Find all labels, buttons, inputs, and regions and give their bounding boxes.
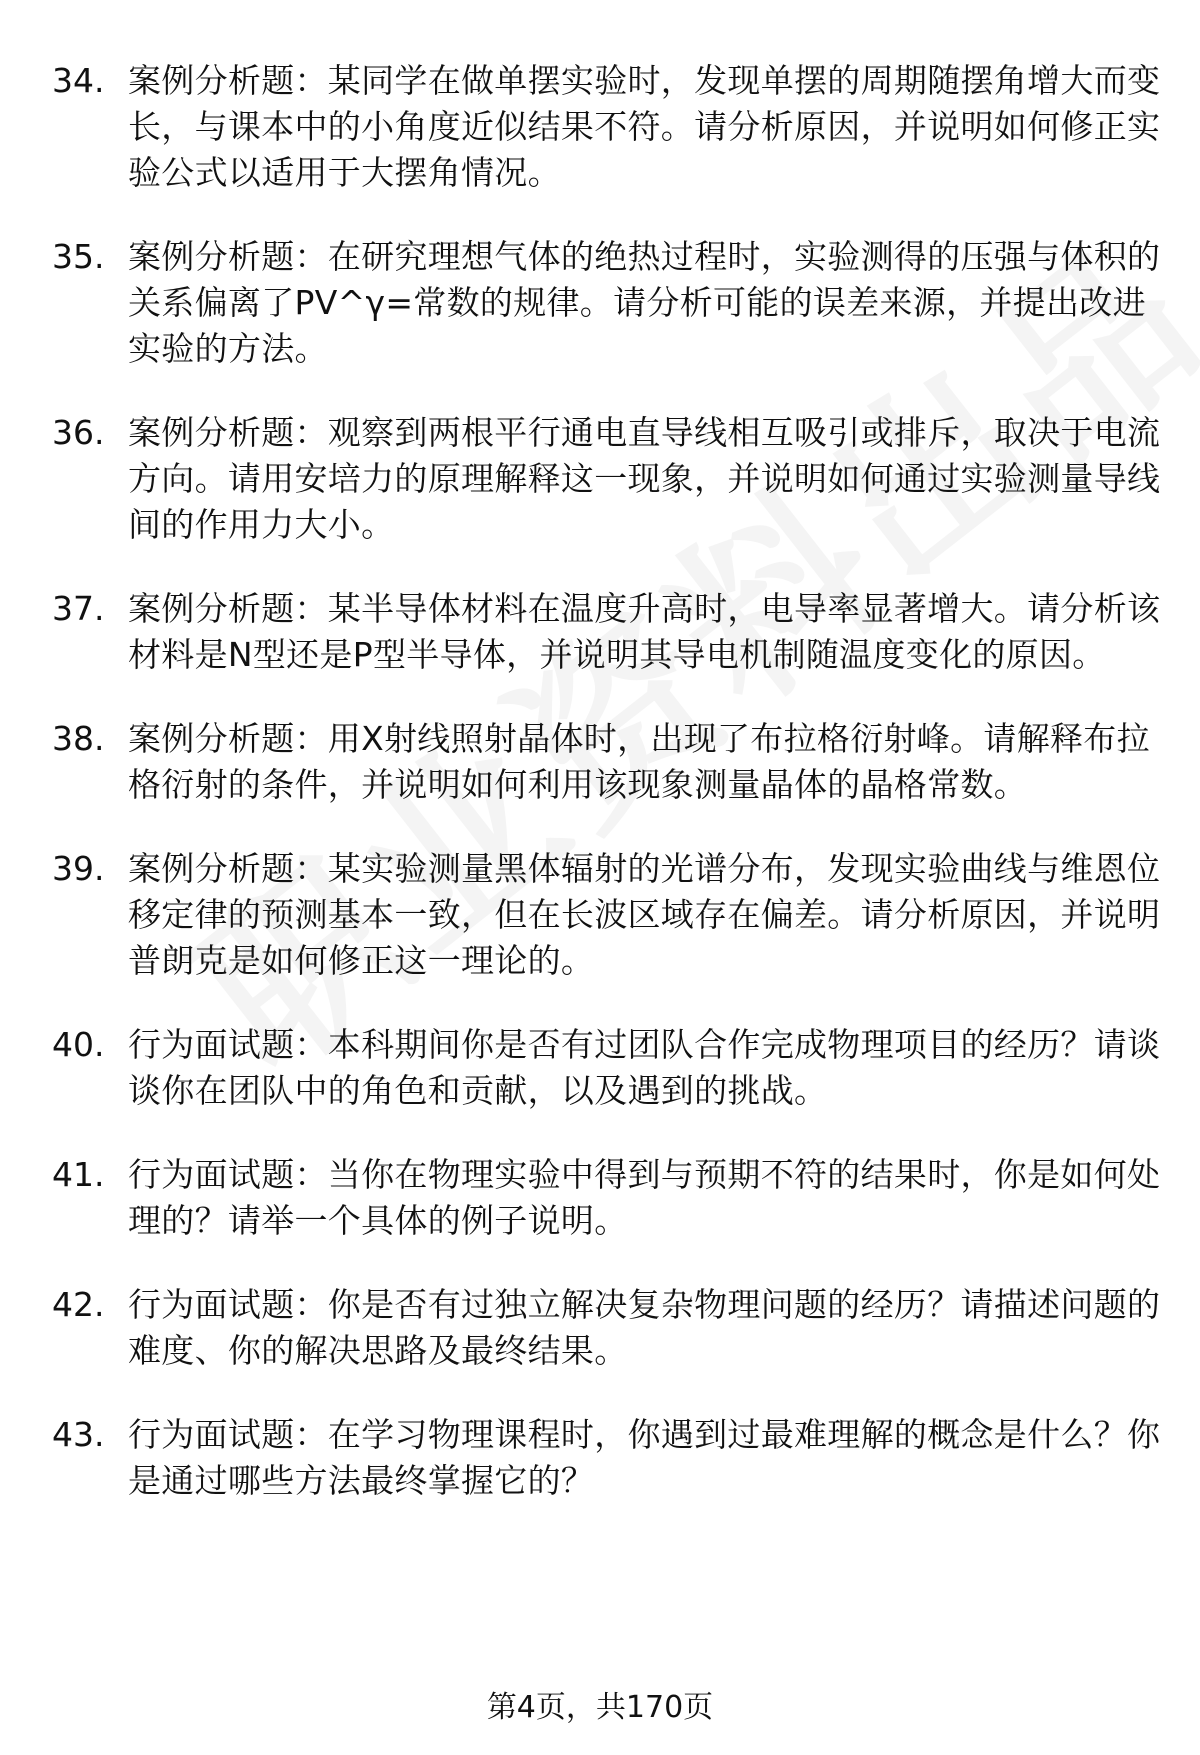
question-item — [52, 1412, 1162, 1504]
question-item — [52, 1022, 1162, 1114]
question-text: 案例分析题：某实验测量黑体辐射的光谱分布，发现实验曲线与维恩位移定律的预测基本一致，但在长波区域存在偏差。请分析原因，并说明普朗克是如何修正这一理论的。 — [128, 849, 1161, 980]
question-text: 案例分析题：某同学在做单摆实验时，发现单摆的周期随摆角增大而变长，与课本中的小角度近似结果不符。请分析原因，并说明如何修正实验公式以适用于大摆角情况。 — [128, 61, 1161, 192]
question-number: 42. — [52, 1285, 105, 1324]
question-item — [52, 716, 1162, 808]
question-number: 43. — [52, 1415, 105, 1454]
question-list — [52, 58, 1162, 1542]
question-number: 35. — [52, 237, 105, 276]
question-number: 41. — [52, 1155, 105, 1194]
page-footer — [0, 1688, 1200, 1728]
question-text: 案例分析题：用X射线照射晶体时，出现了布拉格衍射峰。请解释布拉格衍射的条件，并说明如何利用该现象测量晶体的晶格常数。 — [128, 719, 1150, 804]
question-number: 39. — [52, 849, 105, 888]
question-number: 36. — [52, 413, 105, 452]
question-text: 案例分析题：在研究理想气体的绝热过程时，实验测得的压强与体积的关系偏离了PV^γ=常数的规律。请分析可能的误差来源，并提出改进实验的方法。 — [128, 237, 1161, 368]
question-text: 案例分析题：某半导体材料在温度升高时，电导率显著增大。请分析该材料是N型还是P型半导体，并说明其导电机制随温度变化的原因。 — [128, 589, 1161, 674]
page-number-label: 第4页，共170页 — [486, 1690, 714, 1725]
question-number: 34. — [52, 61, 105, 100]
question-text: 行为面试题：本科期间你是否有过团队合作完成物理项目的经历？请谈谈你在团队中的角色和贡献，以及遇到的挑战。 — [128, 1025, 1161, 1110]
question-item — [52, 586, 1162, 678]
question-text: 案例分析题：观察到两根平行通电直导线相互吸引或排斥，取决于电流方向。请用安培力的原理解释这一现象，并说明如何通过实验测量导线间的作用力大小。 — [128, 413, 1161, 544]
question-text: 行为面试题：在学习物理课程时，你遇到过最难理解的概念是什么？你是通过哪些方法最终掌握它的？ — [128, 1415, 1161, 1500]
question-number: 40. — [52, 1025, 105, 1064]
question-number: 38. — [52, 719, 105, 758]
question-item — [52, 846, 1162, 984]
question-text: 行为面试题：你是否有过独立解决复杂物理问题的经历？请描述问题的难度、你的解决思路及最终结果。 — [128, 1285, 1161, 1370]
question-item — [52, 1282, 1162, 1374]
question-item — [52, 1152, 1162, 1244]
question-item — [52, 410, 1162, 548]
question-text: 行为面试题：当你在物理实验中得到与预期不符的结果时，你是如何处理的？请举一个具体的例子说明。 — [128, 1155, 1161, 1240]
question-number: 37. — [52, 589, 105, 628]
question-item — [52, 58, 1162, 196]
question-item — [52, 234, 1162, 372]
